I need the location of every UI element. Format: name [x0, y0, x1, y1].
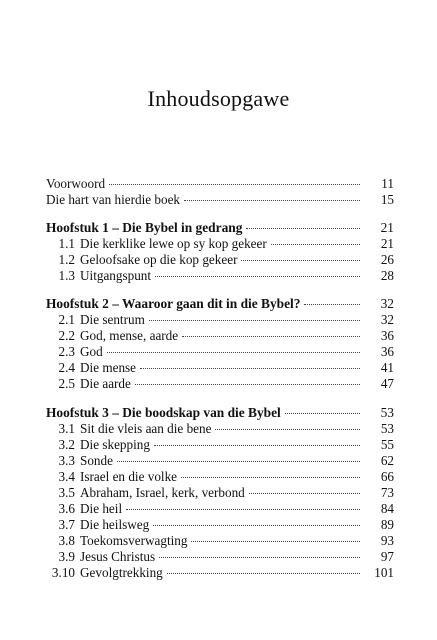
toc-section-3-1[interactable]	[46, 421, 394, 437]
section-number: 3.5	[58, 485, 75, 500]
section-label: Die aarde	[80, 376, 131, 391]
section-number: 1.3	[58, 268, 75, 283]
toc-section-2-3[interactable]	[46, 344, 394, 360]
section-number: 3.3	[58, 453, 75, 468]
toc-section-2-4[interactable]	[46, 360, 394, 376]
dot-leader	[182, 335, 360, 337]
dot-leader	[249, 492, 360, 494]
toc-entry-hart[interactable]	[46, 192, 394, 208]
section-number: 2.4	[58, 360, 75, 375]
toc-entry-voorwoord[interactable]	[46, 176, 394, 192]
toc-section-1-1[interactable]	[46, 236, 394, 252]
section-label: Gevolgtrekking	[80, 565, 163, 580]
dot-leader	[159, 556, 360, 558]
toc-page-number: 62	[380, 453, 394, 468]
toc-entry-label: Die hart van hierdie boek	[46, 192, 181, 207]
section-label: God	[80, 344, 103, 359]
section-number: 3.6	[58, 501, 75, 516]
dot-leader	[184, 199, 360, 201]
toc-entry-label: Voorwoord	[46, 176, 106, 191]
dot-leader	[304, 303, 360, 305]
toc-page-number: 53	[380, 405, 394, 420]
section-number: 3.8	[58, 533, 75, 548]
toc-page-number: 36	[380, 328, 394, 343]
dot-leader	[215, 428, 360, 430]
dot-leader	[109, 183, 360, 185]
dot-leader	[126, 508, 360, 510]
section-number: 3.9	[58, 549, 75, 564]
toc-chapter-3[interactable]	[46, 405, 394, 421]
dot-leader	[117, 460, 360, 462]
dot-leader	[149, 319, 360, 321]
section-label: Toekomsverwagting	[80, 533, 188, 548]
toc-chapter-1[interactable]	[46, 220, 394, 236]
dot-leader	[140, 367, 360, 369]
dot-leader	[154, 444, 360, 446]
toc-page-number: 21	[380, 220, 394, 235]
section-label: Abraham, Israel, kerk, verbond	[80, 485, 245, 500]
section-number: 2.5	[58, 376, 75, 391]
section-label: Die skepping	[80, 437, 150, 452]
section-label: Jesus Christus	[80, 549, 156, 564]
toc-page-number: 32	[380, 296, 394, 311]
section-number: 1.1	[58, 236, 75, 251]
toc-section-2-2[interactable]	[46, 328, 394, 344]
toc-section-3-3[interactable]	[46, 453, 394, 469]
toc-section-2-5[interactable]	[46, 376, 394, 392]
section-label: Sit die vleis aan die bene	[80, 421, 212, 436]
dot-leader	[155, 275, 360, 277]
toc-page-number: 36	[380, 344, 394, 359]
dot-leader	[153, 524, 360, 526]
section-label: Geloofsake op die kop gekeer	[80, 252, 238, 267]
toc-page-number: 15	[380, 192, 394, 207]
toc-page-number: 97	[380, 549, 394, 564]
toc-section-3-10[interactable]	[46, 565, 394, 581]
section-number: 3.4	[58, 469, 75, 484]
toc-page-number: 28	[380, 268, 394, 283]
section-label: Die kerklike lewe op sy kop gekeer	[80, 236, 267, 251]
section-label: Die mense	[80, 360, 137, 375]
section-number: 3.10	[51, 565, 75, 580]
section-label: Die heil	[80, 501, 123, 516]
toc-page-number: 47	[380, 376, 394, 391]
toc-page-number: 66	[380, 469, 394, 484]
toc-page-number: 101	[374, 565, 394, 580]
dot-leader	[167, 572, 360, 574]
dot-leader	[107, 351, 360, 353]
toc-chapter-label: Hoofstuk 1 – Die Bybel in gedrang	[46, 220, 243, 235]
toc-page-number: 26	[380, 252, 394, 267]
section-label: Die sentrum	[80, 312, 145, 327]
toc-section-3-5[interactable]	[46, 485, 394, 501]
dot-leader	[241, 259, 360, 261]
toc-section-1-3[interactable]	[46, 268, 394, 284]
toc-page-number: 53	[380, 421, 394, 436]
section-number: 2.1	[58, 312, 75, 327]
toc-section-3-7[interactable]	[46, 517, 394, 533]
toc-page-number: 84	[380, 501, 394, 516]
toc-section-3-2[interactable]	[46, 437, 394, 453]
toc-page-number: 41	[380, 360, 394, 375]
section-label: Die heilsweg	[80, 517, 150, 532]
dot-leader	[191, 540, 360, 542]
section-number: 2.3	[58, 344, 75, 359]
section-label: Sonde	[80, 453, 113, 468]
toc-section-3-8[interactable]	[46, 533, 394, 549]
section-number: 3.1	[58, 421, 75, 436]
page-title: Inhoudsopgawe	[147, 86, 290, 111]
toc-section-2-1[interactable]	[46, 312, 394, 328]
section-label: Uitgangspunt	[80, 268, 152, 283]
section-number: 2.2	[58, 328, 75, 343]
section-number: 1.2	[58, 252, 75, 267]
toc-section-3-6[interactable]	[46, 501, 394, 517]
toc-page-number: 93	[380, 533, 394, 548]
toc-chapter-label: Hoofstuk 2 – Waaroor gaan dit in die Bybel?	[46, 296, 301, 311]
toc-page-number: 73	[380, 485, 394, 500]
toc-page-number: 21	[380, 236, 394, 251]
section-number: 3.7	[58, 517, 75, 532]
toc-page-number: 55	[380, 437, 394, 452]
section-label: God, mense, aarde	[80, 328, 179, 343]
toc-page-number: 11	[381, 176, 394, 191]
toc-chapter-label: Hoofstuk 3 – Die boodskap van die Bybel	[46, 405, 281, 420]
dot-leader	[285, 412, 360, 414]
dot-leader	[181, 476, 360, 478]
dot-leader	[135, 383, 360, 385]
dot-leader	[246, 227, 360, 229]
dot-leader	[271, 243, 360, 245]
toc-section-1-2[interactable]	[46, 252, 394, 268]
toc-page-number: 89	[380, 517, 394, 532]
toc-chapter-2[interactable]	[46, 296, 394, 312]
toc-page-number: 32	[380, 312, 394, 327]
section-number: 3.2	[58, 437, 75, 452]
toc-section-3-4[interactable]	[46, 469, 394, 485]
toc-section-3-9[interactable]	[46, 549, 394, 565]
section-label: Israel en die volke	[80, 469, 178, 484]
